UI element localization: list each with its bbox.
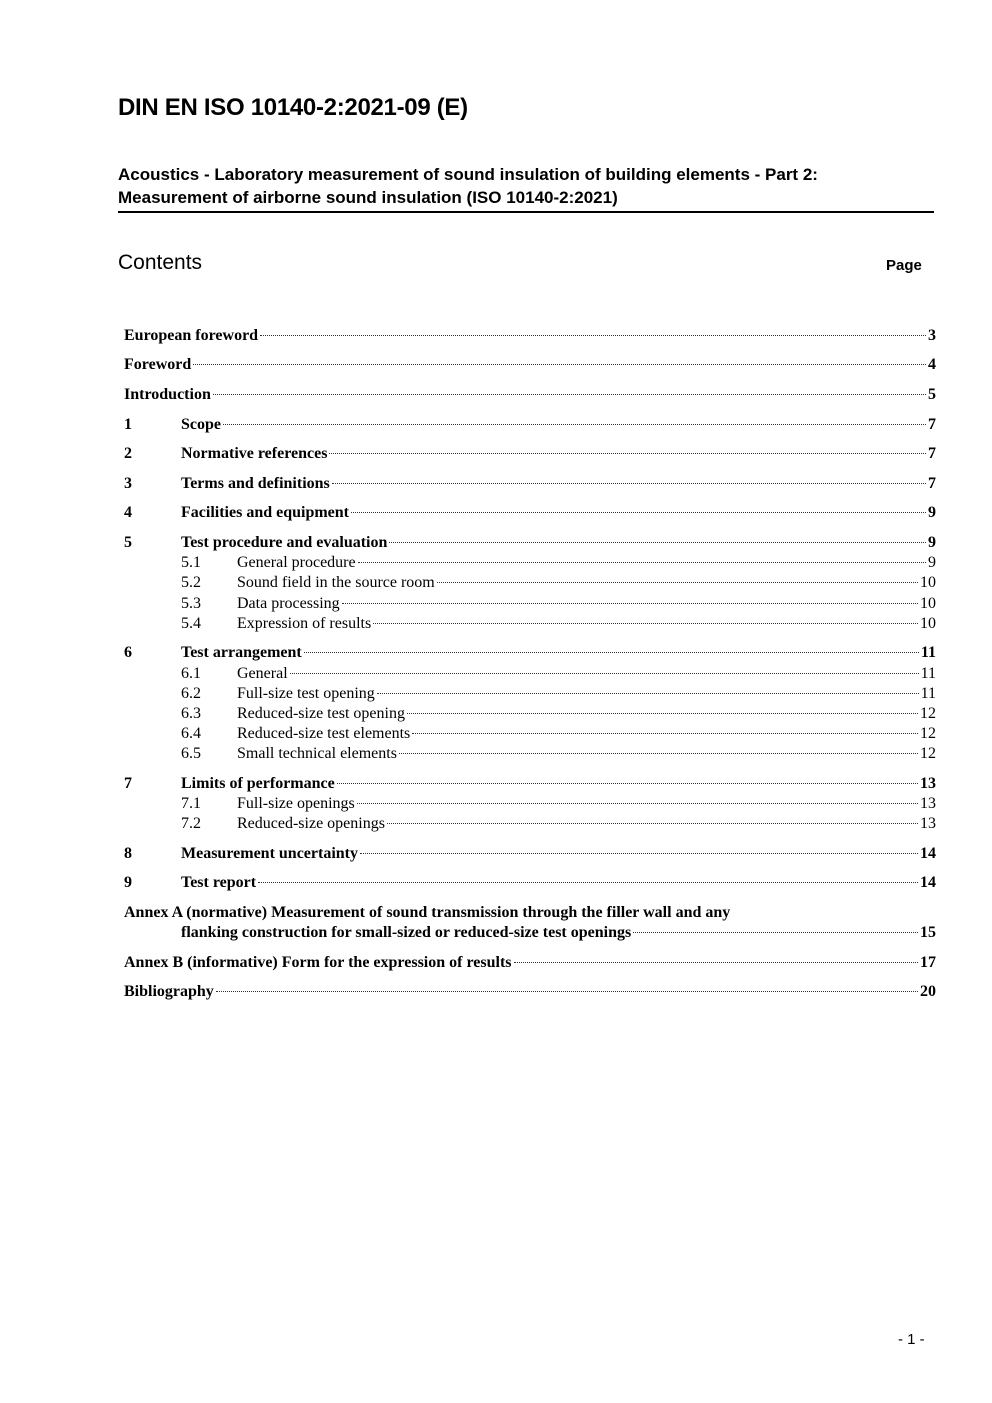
toc-entry-page: 13 [920, 775, 936, 792]
toc-entry-number: 5 [124, 534, 132, 551]
page-number: - 1 - [898, 1331, 925, 1348]
toc-entry-page: 10 [920, 595, 936, 612]
toc-entry-number: 6.1 [181, 665, 201, 682]
toc-entry-title: Test procedure and evaluation [181, 534, 388, 551]
contents-heading: Contents [118, 251, 203, 274]
toc-entry-page: 7 [928, 445, 936, 462]
toc-entry-number: 5.1 [181, 554, 201, 571]
toc-entry-number: 6.4 [181, 725, 201, 742]
dot-leader [329, 453, 926, 454]
toc-entry-number: 1 [124, 416, 132, 433]
toc-entry-page: 12 [920, 705, 936, 722]
toc-entry-number: 7 [124, 775, 132, 792]
toc-entry-sound-field-source-room[interactable] [181, 573, 936, 593]
toc-entry-title: Small technical elements [237, 745, 397, 762]
toc-entry-title: Test arrangement [181, 644, 302, 661]
toc-entry-page: 13 [920, 815, 936, 832]
toc-entry-page: 12 [920, 725, 936, 742]
toc-entry-page: 17 [920, 954, 936, 971]
page-column-label: Page [886, 257, 922, 274]
toc-entry-title: Facilities and equipment [181, 504, 350, 521]
toc-entry-title: flanking construction for small-sized or reduced-size test openings [181, 924, 632, 941]
subtitle-line-2: Measurement of airborne sound insulation (ISO 10140-2:2021) [118, 188, 618, 207]
dot-leader [290, 673, 919, 674]
toc-entry-page: 10 [920, 615, 936, 632]
toc-entry-page: 9 [928, 504, 936, 521]
toc-entry-title: Introduction [124, 386, 211, 403]
dot-leader [389, 542, 926, 543]
toc-entry-number: 2 [124, 445, 132, 462]
toc-entry-title: Full-size openings [237, 795, 355, 812]
toc-entry-page: 11 [920, 665, 936, 682]
toc-entry-measurement-uncertainty[interactable] [124, 844, 936, 864]
toc-entry-number: 4 [124, 504, 132, 521]
toc-entry-reduced-size-test-elements[interactable] [181, 724, 936, 744]
toc-entry-title: Annex A (normative) Measurement of sound transmission through the filler wall and any [124, 904, 731, 921]
subtitle-line-1: Acoustics - Laboratory measurement of sound insulation of building elements - Part 2: [118, 165, 818, 184]
dot-leader [332, 483, 926, 484]
toc-entry-number: 7.2 [181, 815, 201, 832]
toc-entry-data-processing[interactable] [181, 594, 936, 614]
toc-entry-page: 7 [928, 416, 936, 433]
toc-entry-title: General procedure [237, 554, 356, 571]
toc-entry-title: European foreword [124, 327, 259, 344]
dot-leader [412, 733, 918, 734]
toc-entry-page: 12 [920, 745, 936, 762]
toc-entry-page: 10 [920, 574, 936, 591]
dot-leader [387, 823, 918, 824]
dot-leader [260, 335, 926, 336]
toc-entry-page: 11 [920, 644, 936, 661]
toc-entry-page: 3 [928, 327, 936, 344]
toc-entry-title: Sound field in the source room [237, 574, 435, 591]
toc-entry-facilities-and-equipment[interactable] [124, 503, 936, 523]
toc-entry-title: Test report [181, 874, 257, 891]
toc-entry-page: 13 [920, 795, 936, 812]
dot-leader [193, 364, 926, 365]
toc-entry-scope[interactable] [124, 415, 936, 435]
toc-entry-european-foreword[interactable] [124, 326, 936, 346]
dot-leader [337, 783, 918, 784]
dot-leader [216, 991, 918, 992]
dot-leader [358, 562, 926, 563]
toc-entry-general[interactable] [181, 664, 936, 684]
toc-entry-title: Foreword [124, 356, 192, 373]
toc-entry-annex-a-continued[interactable] [181, 923, 936, 943]
dot-leader [633, 932, 918, 933]
toc-entry-number: 6.3 [181, 705, 201, 722]
toc-entry-number: 6 [124, 644, 132, 661]
toc-entry-page: 9 [928, 534, 936, 551]
dot-leader [399, 753, 918, 754]
toc-entry-number: 6.5 [181, 745, 201, 762]
toc-entry-foreword[interactable] [124, 355, 936, 375]
toc-entry-number: 8 [124, 845, 132, 862]
toc-entry-test-arrangement[interactable] [124, 643, 936, 663]
toc-entry-page: 7 [928, 475, 936, 492]
toc-entry-title: Terms and definitions [181, 475, 330, 492]
toc-entry-full-size-openings[interactable] [181, 794, 936, 814]
dot-leader [514, 962, 918, 963]
toc-entry-page: 15 [920, 924, 936, 941]
toc-entry-reduced-size-openings[interactable] [181, 814, 936, 834]
toc-entry-number: 5.2 [181, 574, 201, 591]
dot-leader [351, 512, 926, 513]
toc-entry-page: 14 [920, 874, 936, 891]
toc-entry-title: Expression of results [237, 615, 372, 632]
dot-leader [360, 853, 918, 854]
toc-entry-title: Reduced-size test elements [237, 725, 411, 742]
dot-leader [342, 603, 918, 604]
dot-leader [407, 713, 918, 714]
toc-entry-general-procedure[interactable] [181, 553, 936, 573]
toc-entry-page: 5 [928, 386, 936, 403]
toc-entry-number: 5.4 [181, 615, 201, 632]
toc-entry-title: Data processing [237, 595, 340, 612]
dot-leader [357, 803, 918, 804]
toc-entry-page: 20 [920, 983, 936, 1000]
toc-entry-number: 5.3 [181, 595, 201, 612]
toc-entry-number: 9 [124, 874, 132, 891]
dot-leader [223, 424, 926, 425]
toc-entry-bibliography[interactable] [124, 982, 936, 1002]
toc-entry-test-report[interactable] [124, 873, 936, 893]
toc-entry-introduction[interactable] [124, 385, 936, 405]
toc-entry-test-procedure[interactable] [124, 533, 936, 553]
toc-entry-title: General [237, 665, 288, 682]
document-title: DIN EN ISO 10140-2:2021-09 (E) [118, 94, 468, 121]
toc-entry-limits-of-performance[interactable] [124, 774, 936, 794]
dot-leader [377, 693, 919, 694]
dot-leader [213, 394, 926, 395]
toc-entry-number: 6.2 [181, 685, 201, 702]
dot-leader [304, 652, 919, 653]
toc-entry-page: 14 [920, 845, 936, 862]
toc-entry-title: Scope [181, 416, 221, 433]
toc-entry-annex-a[interactable] [124, 903, 936, 923]
document-subtitle [118, 163, 934, 213]
dot-leader [258, 882, 918, 883]
dot-leader [373, 623, 918, 624]
toc-entry-title: Full-size test opening [237, 685, 375, 702]
toc-entry-number: 7.1 [181, 795, 201, 812]
toc-entry-small-technical-elements[interactable] [181, 744, 936, 764]
toc-entry-terms-and-definitions[interactable] [124, 474, 936, 494]
dot-leader [437, 582, 918, 583]
toc-entry-page: 4 [928, 356, 936, 373]
toc-entry-title: Measurement uncertainty [181, 845, 358, 862]
toc-entry-title: Normative references [181, 445, 328, 462]
toc-entry-page: 9 [928, 554, 936, 571]
toc-entry-title: Limits of performance [181, 775, 335, 792]
toc-entry-page: 11 [920, 685, 936, 702]
toc-entry-reduced-size-test-opening[interactable] [181, 704, 936, 724]
toc-entry-full-size-test-opening[interactable] [181, 684, 936, 704]
toc-entry-title: Reduced-size test opening [237, 705, 405, 722]
toc-entry-annex-b[interactable] [124, 953, 936, 973]
toc-entry-number: 3 [124, 475, 132, 492]
toc-entry-title: Bibliography [124, 983, 214, 1000]
toc-entry-title: Reduced-size openings [237, 815, 385, 832]
toc-entry-title: Annex B (informative) Form for the expression of results [124, 954, 512, 971]
toc-entry-normative-references[interactable] [124, 444, 936, 464]
toc-entry-expression-of-results[interactable] [181, 614, 936, 634]
